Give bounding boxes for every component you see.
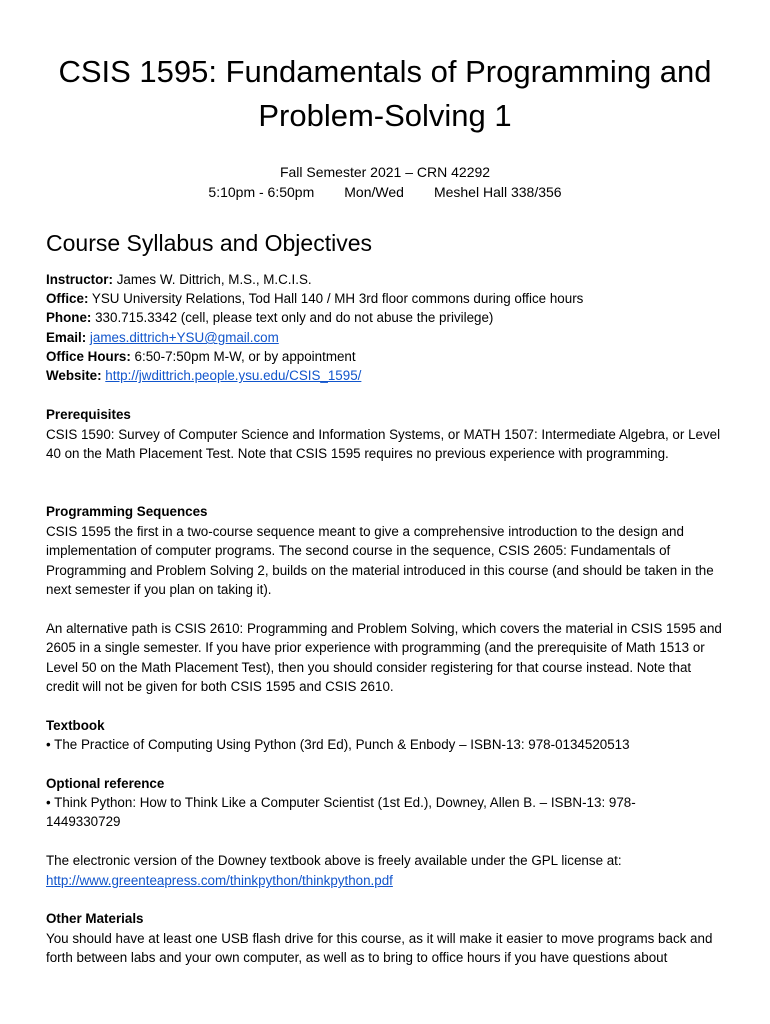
semester-line: Fall Semester 2021 – CRN 42292 [279, 164, 491, 180]
office-value: YSU University Relations, Tod Hall 140 / MH 3rd floor commons during office hours [88, 291, 584, 306]
phone-line [46, 308, 493, 327]
prerequisites-text: CSIS 1590: Survey of Computer Science and Information Systems, or MATH 1507: Intermediate Algebra, or Level 40 on the Math Placement Test. Note that CSIS 1595 requires no previous experience with programming. [46, 427, 721, 462]
schedule-time: 5:10pm - 6:50pm [208, 184, 315, 200]
textbook-item: • The Practice of Computing Using Python (3rd Ed), Punch & Enbody – ISBN-13: 978-0134520513 [46, 737, 630, 752]
email-line [46, 328, 279, 347]
other-materials-heading: Other Materials [46, 911, 144, 926]
phone-label: Phone: [46, 310, 92, 325]
office-line [46, 289, 583, 308]
electronic-version-line [46, 871, 393, 890]
electronic-version-text: The electronic version of the Downey textbook above is freely available under the GPL license at: [46, 853, 622, 868]
instructor-label: Instructor: [46, 272, 113, 287]
website-link[interactable]: http://jwdittrich.people.ysu.edu/CSIS_1595/ [105, 368, 362, 383]
section-title: Course Syllabus and Objectives [46, 230, 372, 256]
phone-value: 330.715.3342 (cell, please text only and do not abuse the privilege) [91, 310, 494, 325]
schedule-location: Meshel Hall 338/356 [433, 184, 562, 200]
email-label: Email: [46, 330, 87, 345]
other-materials-text: You should have at least one USB flash drive for this course, as it will make it easier to move programs back and forth between labs and your own computer, as well as to bring to office hours if you have questions about [46, 931, 713, 966]
instructor-line [46, 270, 312, 289]
sequences-heading: Programming Sequences [46, 504, 208, 519]
schedule-days: Mon/Wed [344, 184, 404, 200]
instructor-value: James W. Dittrich, M.S., M.C.I.S. [112, 272, 312, 287]
course-title: CSIS 1595: Fundamentals of Programming and Problem-Solving 1 [58, 54, 712, 133]
textbook-heading: Textbook [46, 718, 105, 733]
office-hours-label: Office Hours: [46, 349, 131, 364]
office-hours-value: 6:50-7:50pm M-W, or by appointment [130, 349, 356, 364]
email-link[interactable]: james.dittrich+YSU@gmail.com [89, 330, 279, 345]
website-line [46, 366, 361, 385]
thinkpython-pdf-link[interactable]: http://www.greenteapress.com/thinkpython/thinkpython.pdf [46, 873, 393, 888]
optional-reference-item: • Think Python: How to Think Like a Computer Scientist (1st Ed.), Downey, Allen B. – ISBN-13: 978-1449330729 [46, 795, 636, 830]
website-label: Website: [46, 368, 102, 383]
optional-reference-heading: Optional reference [46, 776, 165, 791]
sequences-paragraph-1: CSIS 1595 the first in a two-course sequence meant to give a comprehensive introduction to the design and implementation of computer programs. The second course in the sequence, CSIS 2605: Fundamentals of Programming and Problem Solving 2, builds on the material introduced in this course (and should be taken in the next semester if you plan on taking it). [46, 524, 714, 598]
prerequisites-heading: Prerequisites [46, 407, 131, 422]
schedule-line [0, 183, 770, 201]
office-hours-line [46, 347, 356, 366]
office-label: Office: [46, 291, 89, 306]
sequences-paragraph-2: An alternative path is CSIS 2610: Programming and Problem Solving, which covers the material in CSIS 1595 and 2605 in a single semester. If you have prior experience with programming (and the prerequisite of Math 1513 or Level 50 on the Math Placement Test), then you should consider registering for that course instead. Note that credit will not be given for both CSIS 1595 and CSIS 2610. [46, 621, 722, 695]
